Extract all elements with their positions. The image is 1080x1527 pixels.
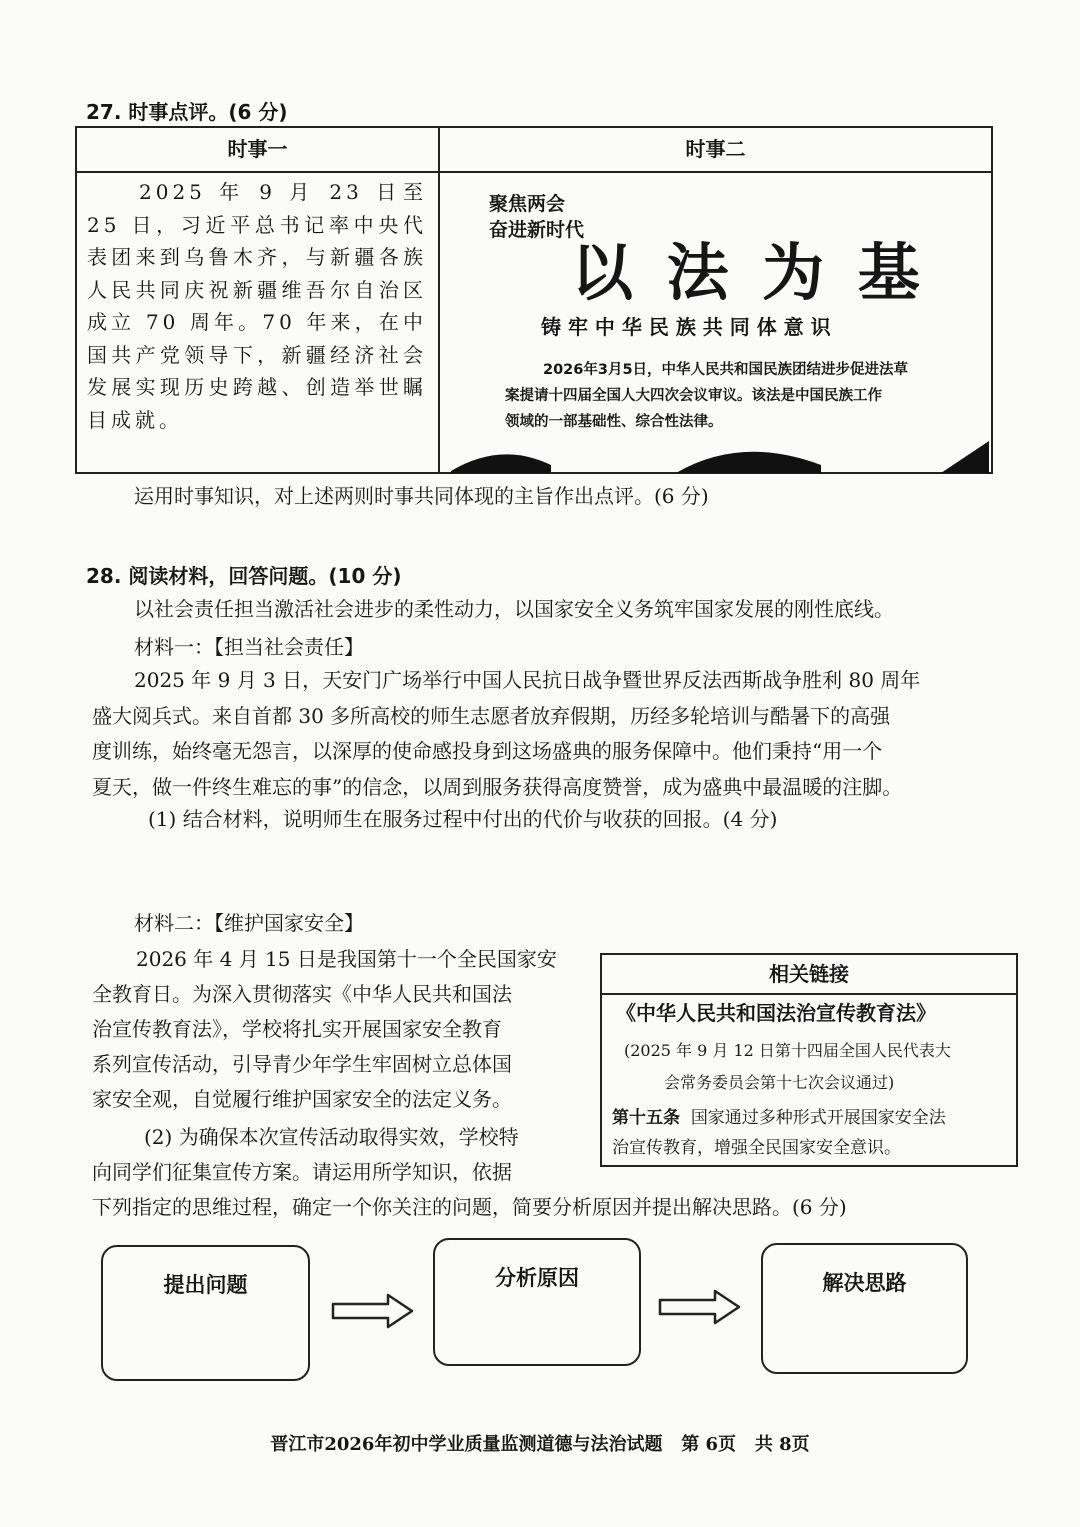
- q27-question: 运用时事知识，对上述两则时事共同体现的主旨作出点评。(6 分): [134, 484, 709, 508]
- page-footer: 晋江市2026年初中学业质量监测道德与法治试题 第 6页 共 8页: [270, 1434, 810, 1455]
- table-header-row: [77, 128, 991, 173]
- event2-poster: [441, 173, 991, 473]
- material1-text: 2025 年 9 月 3 日，天安门广场举行中国人民抗日战争暨世界反法西斯战争胜利 80 周年 盛大阅兵式。来自首都 30 多所高校的师生志愿者放弃假期，历经多轮培训与酷暑下的高强 度训练，始终毫无怨言，以深厚的使命感投身到这场盛典的服务保障中。他们秉持“用一个 夏天，做一件终生难忘的事”的信念，以周到服务获得高度赞誉，成为盛典中最温暖的注脚。: [92, 668, 921, 799]
- poster-subheadline: 铸 牢 中 华 民 族 共 同 体 意 识: [541, 315, 831, 339]
- flow-box-analyze-causes[interactable]: 分析原因: [433, 1238, 641, 1366]
- q27-title: 27. 时事点评。(6 分): [86, 100, 288, 124]
- flow-box-propose-question[interactable]: 提出问题: [101, 1245, 310, 1381]
- law-note: (2025 年 9 月 12 日第十四届全国人民代表大 会常务委员会第十七次会议通过): [624, 1041, 951, 1092]
- poster-decoration: [441, 173, 991, 473]
- q28-sub1: (1) 结合材料，说明师生在服务过程中付出的代价与收获的回报。(4 分): [148, 807, 778, 831]
- poster-caption: 2026年3月5日，中华人民共和国民族团结进步促进法草 案提请十四届全国人大四次会议审议。该法是中国民族工作 领域的一部基础性、综合性法律。: [505, 362, 909, 430]
- material2-label: 材料二：【维护国家安全】: [134, 911, 364, 935]
- arrow-right-icon: [657, 1288, 743, 1326]
- header-event2: 时事二: [685, 137, 746, 161]
- header-event1: 时事一: [227, 137, 288, 161]
- poster-headline: 以 法 为 基: [571, 236, 926, 309]
- poster-tag: 聚焦两会 奋进新时代: [489, 193, 585, 241]
- q28-intro: 以社会责任担当激活社会进步的柔性动力，以国家安全义务筑牢国家发展的刚性底线。: [134, 597, 894, 621]
- flow-box-solution-ideas[interactable]: 解决思路: [761, 1243, 968, 1374]
- column-divider: [438, 128, 440, 472]
- related-link-box: [600, 953, 1018, 1167]
- q27-table: [75, 126, 993, 474]
- material2-text: 2026 年 4 月 15 日是我国第十一个全民国家安 全教育日。为深入贯彻落实《中华人民共和国法 治宣传教育法》，学校将扎实开展国家安全教育 系列宣传活动，引导青少年学生牢固树立总体国 家安全观，自觉履行维护国家安全的法定义务。: [92, 947, 557, 1111]
- arrow-right-icon: [330, 1292, 416, 1330]
- q28-title: 28. 阅读材料，回答问题。(10 分): [86, 564, 402, 588]
- related-link-header: 相关链接: [602, 955, 1016, 995]
- law-article: 第十五条 国家通过多种形式开展国家安全法 治宣传教育，增强全民国家安全意识。: [612, 1108, 946, 1158]
- event1-text: 2025 年 9 月 23 日至 25 日，习近平总书记率中央代表团来到乌鲁木齐，与新疆各族人民共同庆祝新疆维吾尔自治区成立 70 周年。70 年来，在中国共产党领导下，新疆经济社会发展实现历史跨越、创造举世瞩目成就。: [87, 180, 427, 432]
- q28-sub2: (2) 为确保本次宣传活动取得实效，学校特 向同学们征集宣传方案。请运用所学知识，依据 下列指定的思维过程，确定一个你关注的问题，简要分析原因并提出解决思路。(6 分): [92, 1125, 847, 1219]
- law-title: 《中华人民共和国法治宣传教育法》: [616, 1001, 936, 1025]
- material1-label: 材料一：【担当社会责任】: [134, 635, 364, 659]
